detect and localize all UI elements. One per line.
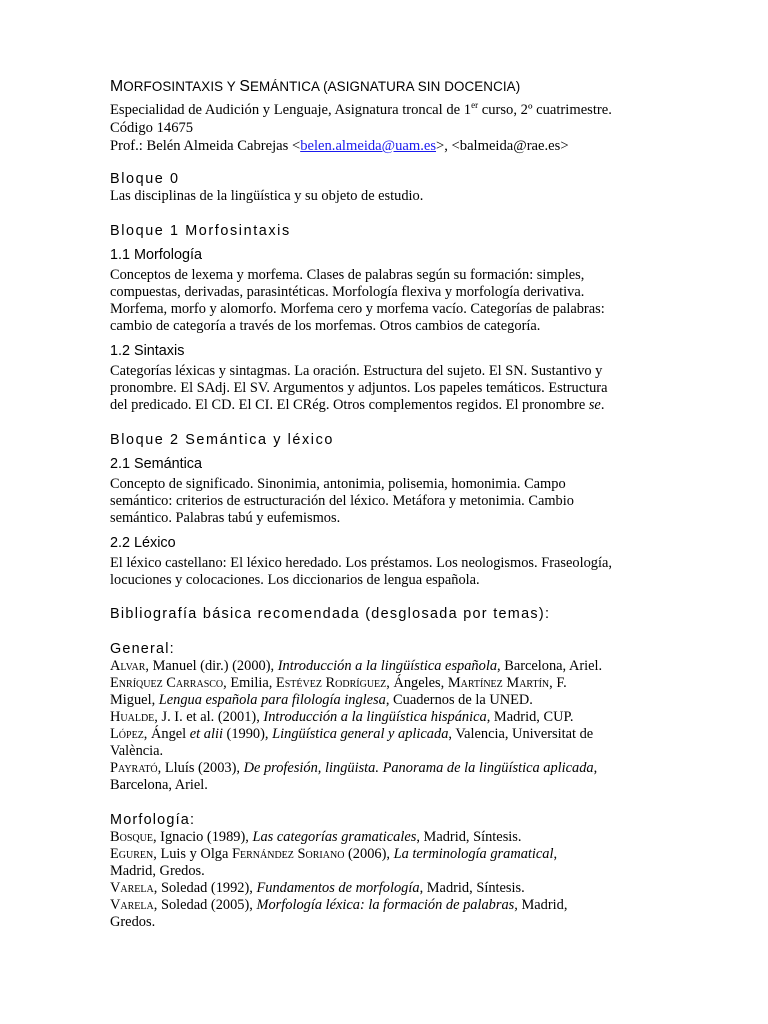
semantica-subtitle: 2.1 Semántica — [110, 456, 202, 472]
morfologia-bib-title: Morfología: — [110, 812, 196, 828]
lexico-subtitle: 2.2 Léxico — [110, 535, 176, 551]
course-code: Código 14675 — [110, 119, 194, 136]
bloque1-title: Bloque 1 Morfosintaxis — [110, 223, 291, 239]
bib-entry: Eguren, Luis y Olga Fernández Soriano (2006), La terminología gramatical, Madrid, Gredos. — [110, 846, 558, 879]
bib-entry: Payrató, Lluís (2003), De profesión, lingüista. Panorama de la lingüística aplicada, Barcelona, Ariel. — [110, 760, 598, 793]
course-specialty: Especialidad de Audición y Lenguaje, Asignatura troncal de 1er curso, 2º cuatrimestre. — [110, 100, 612, 118]
bib-entry: Alvar, Manuel (dir.) (2000), Introducción a la lingüística española, Barcelona, Ariel. — [110, 658, 603, 674]
sintaxis-text: Categorías léxicas y sintagmas. La oración. Estructura del sujeto. El SN. Sustantivo y pronombre. El SAdj. El SV. Argumentos y adjuntos. Los papeles temáticos. Estructura del predicado. El CD. El CI. El CRég. Otros complementos regidos. El pronombre se. — [110, 363, 608, 413]
bib-entry: Varela, Soledad (2005), Morfología léxica: la formación de palabras, Madrid, Gredos. — [110, 897, 568, 930]
sintaxis-subtitle: 1.2 Sintaxis — [110, 343, 185, 359]
lexico-text: El léxico castellano: El léxico heredado. Los préstamos. Los neologismos. Fraseología, locuciones y colocaciones. Los diccionarios de lengua española. — [110, 555, 612, 588]
bib-entry: Enríquez Carrasco, Emilia, Estévez Rodríguez, Ángeles, Martínez Martín, F. Miguel, Lengua española para filología inglesa, Cuadernos de la UNED. — [110, 675, 567, 708]
morfologia-bibliography — [110, 829, 658, 931]
general-bibliography — [110, 658, 658, 794]
bib-entry: Hualde, J. I. et al. (2001), Introducción a la lingüística hispánica, Madrid, CUP. — [110, 709, 574, 725]
bib-entry: Bosque, Ignacio (1989), Las categorías gramaticales, Madrid, Síntesis. — [110, 829, 522, 845]
email-link[interactable]: belen.almeida@uam.es — [300, 137, 437, 154]
course-header — [110, 78, 670, 155]
bib-entry: Varela, Soledad (1992), Fundamentos de morfología, Madrid, Síntesis. — [110, 880, 525, 896]
course-title: MORFOSINTAXIS Y SEMÁNTICA (ASIGNATURA SIN DOCENCIA) — [110, 78, 521, 95]
morfologia-subtitle: 1.1 Morfología — [110, 247, 202, 263]
bloque0-text: Las disciplinas de la lingüística y su objeto de estudio. — [110, 188, 424, 204]
bloque2-title: Bloque 2 Semántica y léxico — [110, 432, 334, 448]
general-title: General: — [110, 641, 175, 657]
professor-line: Prof.: Belén Almeida Cabrejas <belen.almeida@uam.es>, <balmeida@rae.es> — [110, 137, 569, 154]
bloque0-title: Bloque 0 — [110, 171, 180, 187]
syllabus-content — [110, 170, 658, 931]
bib-entry: López, Ángel et alii (1990), Lingüística general y aplicada, Valencia, Universitat de València. — [110, 726, 594, 759]
semantica-text: Concepto de significado. Sinonimia, antonimia, polisemia, homonimia. Campo semántico: criterios de estructuración del léxico. Metáfora y metonimia. Cambio semántico. Palabras tabú y eufemismos. — [110, 476, 574, 526]
morfologia-text: Conceptos de lexema y morfema. Clases de palabras según su formación: simples, compuestas, derivadas, parasintéticas. Morfología flexiva y morfología derivativa. Morfema, morfo y alomorfo. Morfema cero y morfema vacío. Categorías de palabras: cambio de categoría a través de los morfemas. Otros cambios de categoría. — [110, 267, 605, 334]
bibliografia-title: Bibliografía básica recomendada (desglosada por temas): — [110, 606, 551, 622]
